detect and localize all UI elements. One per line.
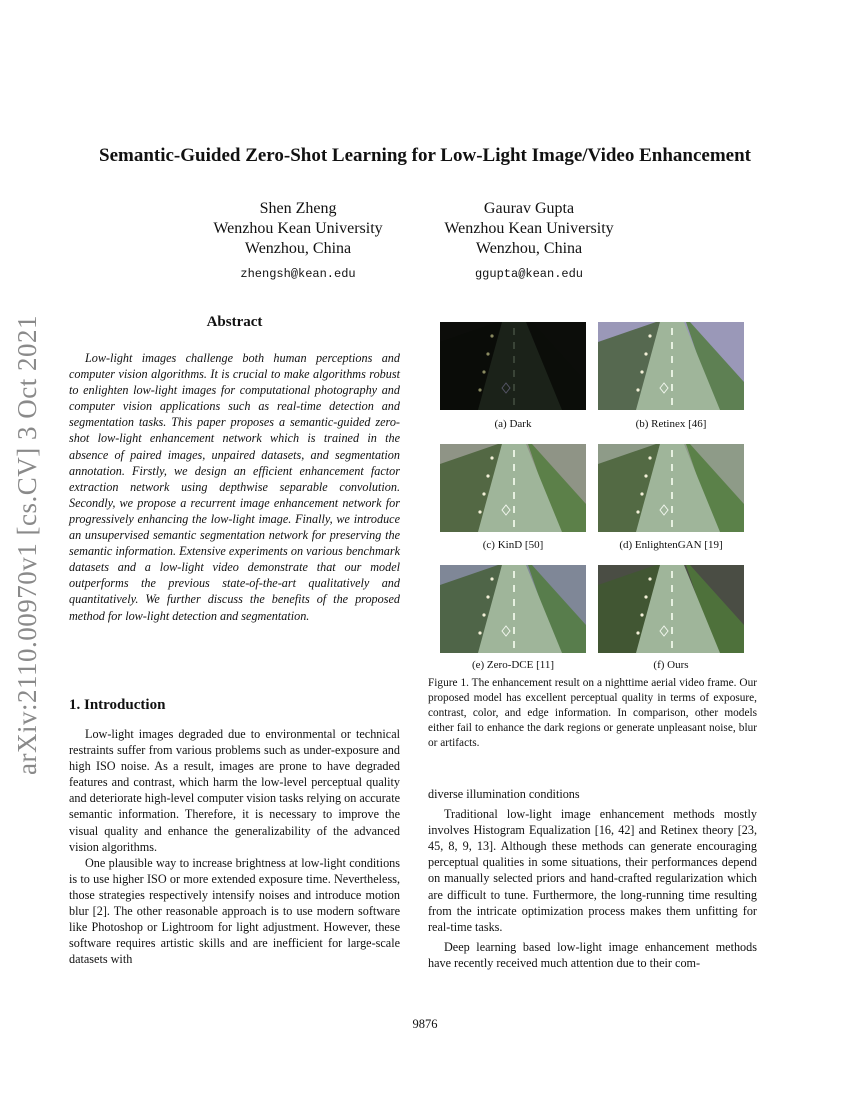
abstract-heading: Abstract bbox=[206, 314, 263, 330]
author-name: Shen Zheng bbox=[259, 200, 337, 217]
paragraph: Deep learning based low-light image enhancement methods have recently received much attention due to their com- bbox=[428, 939, 757, 970]
panel-caption: (b) Retinex [46] bbox=[635, 418, 707, 430]
figure-panel-image bbox=[440, 444, 586, 532]
page-number: 9876 bbox=[412, 1017, 438, 1031]
figure-panel-image bbox=[598, 565, 744, 653]
author-email[interactable]: ggupta@kean.edu bbox=[474, 267, 584, 281]
panel-caption: (a) Dark bbox=[494, 418, 532, 430]
author-name: Gaurav Gupta bbox=[483, 200, 575, 217]
paragraph: Traditional low-light image enhancement methods mostly involves Histogram Equalization [16, 42] and Retinex theory [23, 45, 8, 9, 13]. Although these methods can generate encouraging perceptual qualities in some situations, their performances depend on manually selected priors and hand-crafted regularization which are difficult to tune. Furthermore, the long-running time resulting from the intricate optimization process makes them unfitting for real-time tasks. bbox=[428, 807, 757, 934]
paper-title: Semantic-Guided Zero-Shot Learning for Low-Light Image/Video Enhancement bbox=[99, 145, 751, 166]
panel-caption: (e) Zero-DCE [11] bbox=[471, 659, 555, 671]
author-location: Wenzhou, China bbox=[475, 240, 583, 257]
abstract-body bbox=[69, 350, 400, 624]
panel-caption: (c) KinD [50] bbox=[482, 539, 544, 551]
section-heading: 1. Introduction bbox=[69, 697, 166, 713]
author-block bbox=[409, 199, 649, 284]
author-block bbox=[178, 199, 418, 284]
figure-panel-image bbox=[598, 444, 744, 532]
introduction-body bbox=[69, 726, 400, 967]
abstract-paragraph: Low-light images challenge both human perceptions and computer vision algorithms. It is crucial to make algorithms robust to enlighten low-light images for computational photography and computer vision applications such as real-time detection and segmentation tasks. This paper proposes a semantic-guided zero-shot low-light enhancement network which is trained in the absence of paired images, unpaired datasets, and segmentation annotation. Firstly, we design an efficient enhancement factor extraction network using depthwise separable convolution. Secondly, we propose a recurrent image enhancement network for progressively enhancing the low-light image. Finally, we introduce an unsupervised semantic segmentation network for preserving the semantic information. Extensive experiments on various benchmark datasets and a low-light video demonstrate that our model outperforms the previous state-of-the-art qualitatively and quantitatively. We further discuss the benefits of the proposed method for low-light detection and segmentation. bbox=[69, 351, 400, 623]
panel-caption: (f) Ours bbox=[653, 659, 689, 671]
figure-1 bbox=[440, 322, 745, 674]
figure-panel-image bbox=[440, 322, 586, 410]
author-location: Wenzhou, China bbox=[244, 240, 352, 257]
figure-caption: Figure 1. The enhancement result on a nighttime aerial video frame. Our proposed model has excellent perceptual quality in terms of exposure, contrast, color, and edge information. In comparison, other models either fail to enhance the dark regions or generate unpleasant noise, blur or artifacts. bbox=[428, 677, 757, 749]
arxiv-stamp: arXiv:2110.00970v1 [cs.CV] 3 Oct 2021 bbox=[12, 315, 42, 775]
paragraph: diverse illumination conditions bbox=[428, 787, 580, 801]
figure-panel-image bbox=[440, 565, 586, 653]
panel-caption: (d) EnlightenGAN [19] bbox=[619, 539, 723, 551]
paragraph: Low-light images degraded due to environmental or technical restraints suffer from various problems such as under-exposure and high ISO noise. As a result, images are prone to have degraded features and contrast, which harm the low-level perceptual quality and deteriorate high-level computer vision tasks relying on accurate semantic information. Therefore, it is necessary to improve the visual quality and enhance the generalizability of the advanced vision algorithms. bbox=[69, 727, 400, 854]
figure-panel-image bbox=[598, 322, 744, 410]
right-column-body bbox=[428, 786, 757, 971]
author-email[interactable]: zhengsh@kean.edu bbox=[240, 267, 356, 281]
author-affiliation: Wenzhou Kean University bbox=[444, 220, 614, 237]
paragraph: One plausible way to increase brightness at low-light conditions is to use higher ISO or more extended exposure time. Nevertheless, those strategies respectively intensify noises and introduce motion blur [2]. The other reasonable approach is to use modern software like Photoshop or Lightroom for light adjustment. However, these software requires artistic skills and are inefficient for large-scale datasets with bbox=[69, 855, 400, 967]
author-affiliation: Wenzhou Kean University bbox=[213, 220, 383, 237]
